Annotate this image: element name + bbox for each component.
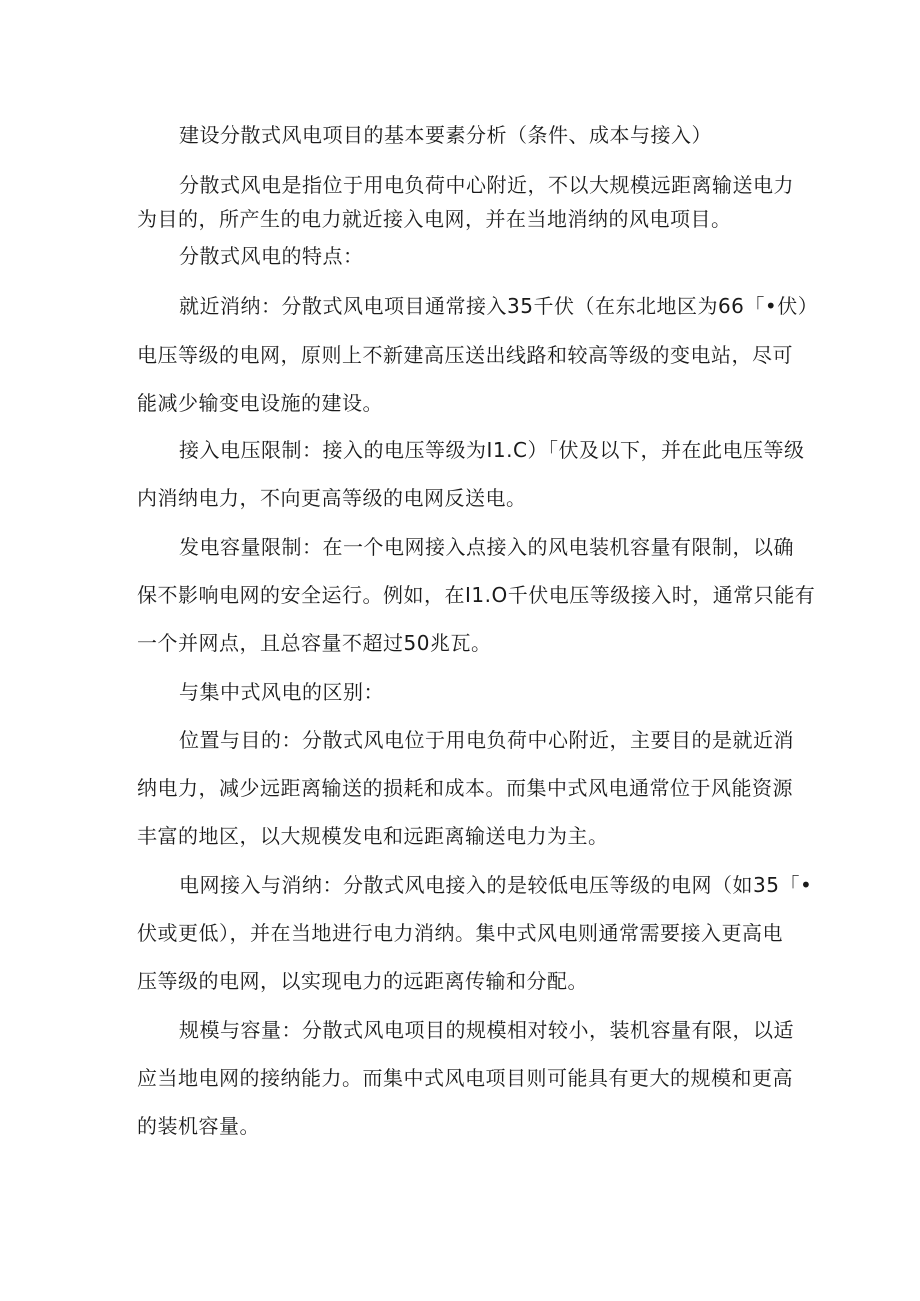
- diff-scale-line-1: 规模与容量：分散式风电项目的规模相对较小，装机容量有限，以适: [179, 1018, 794, 1042]
- feature-voltage-line-2: 内消纳电力，不向更高等级的电网反送电。: [137, 486, 527, 510]
- feature-capacity-line-2: 保不影响电网的安全运行。例如，在I1.O千伏电压等级接入时，通常只能有: [137, 583, 816, 607]
- difference-heading: 与集中式风电的区别：: [179, 680, 384, 704]
- feature-voltage-line-1: 接入电压限制：接入的电压等级为I1.C）「伏及以下，并在此电压等级: [179, 438, 805, 462]
- diff-grid-line-2: 伏或更低），并在当地进行电力消纳。集中式风电则通常需要接入更高电: [137, 921, 783, 945]
- feature-nearby-line-3: 能减少输变电设施的建设。: [137, 391, 383, 415]
- diff-grid-line-1: 电网接入与消纳：分散式风电接入的是较低电压等级的电网（如35「•: [179, 873, 813, 897]
- feature-nearby-line-2: 电压等级的电网，原则上不新建高压送出线路和较高等级的变电站，尽可: [137, 343, 793, 367]
- feature-capacity-line-1: 发电容量限制：在一个电网接入点接入的风电装机容量有限制，以确: [179, 535, 794, 559]
- diff-grid-line-3: 压等级的电网，以实现电力的远距离传输和分配。: [137, 969, 588, 993]
- intro-paragraph-line-2: 为目的，所产生的电力就近接入电网，并在当地消纳的风电项目。: [137, 207, 732, 231]
- features-heading: 分散式风电的特点：: [179, 244, 364, 268]
- diff-scale-line-2: 应当地电网的接纳能力。而集中式风电项目则可能具有更大的规模和更高: [137, 1066, 793, 1090]
- feature-capacity-line-3: 一个并网点，且总容量不超过50兆瓦。: [137, 631, 492, 655]
- intro-paragraph-line-1: 分散式风电是指位于用电负荷中心附近，不以大规模远距离输送电力: [179, 173, 794, 197]
- document-title: 建设分散式风电项目的基本要素分析（条件、成本与接入）: [179, 123, 712, 147]
- diff-location-line-2: 纳电力，减少远距离输送的损耗和成本。而集中式风电通常位于风能资源: [137, 776, 793, 800]
- feature-nearby-line-1: 就近消纳：分散式风电项目通常接入35千伏（在东北地区为66「•伏）: [179, 294, 819, 318]
- diff-location-line-1: 位置与目的：分散式风电位于用电负荷中心附近，主要目的是就近消: [179, 728, 794, 752]
- diff-scale-line-3: 的装机容量。: [137, 1114, 260, 1138]
- diff-location-line-3: 丰富的地区，以大规模发电和远距离输送电力为主。: [137, 824, 609, 848]
